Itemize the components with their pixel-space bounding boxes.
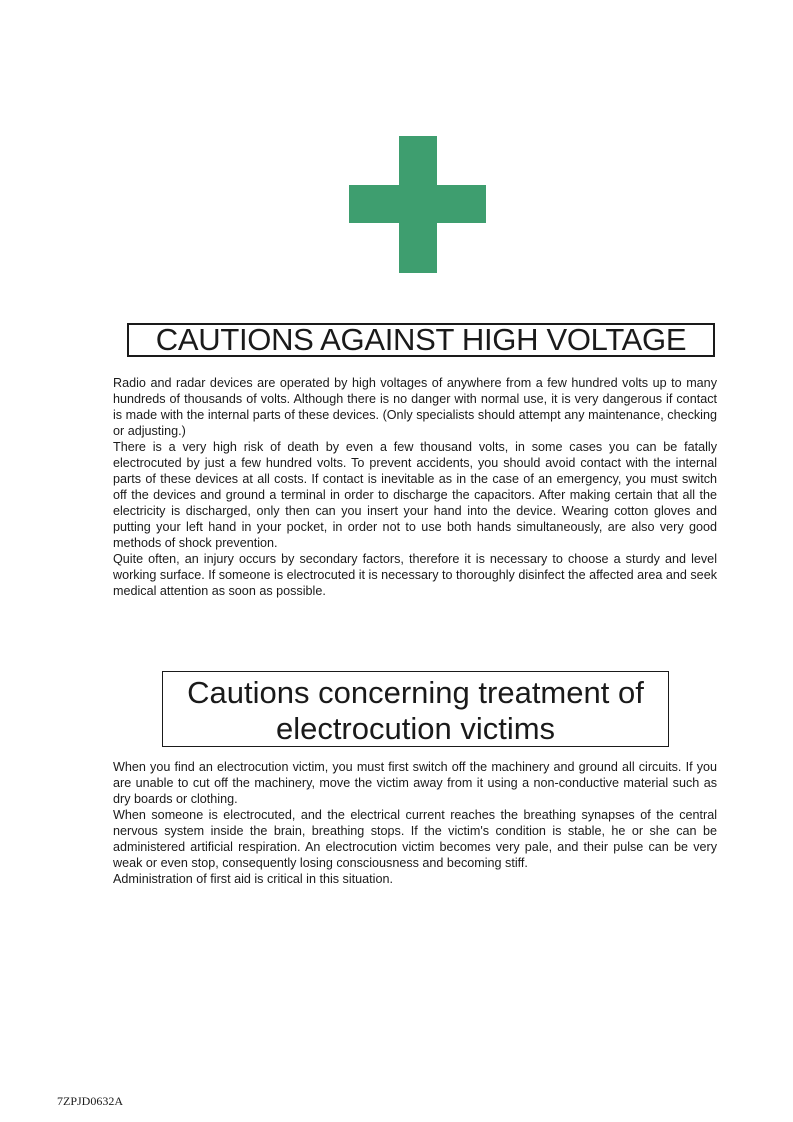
electrocution-paragraph-3: Administration of first aid is critical in this situation.: [113, 872, 393, 886]
document-code: 7ZPJD0632A: [57, 1094, 124, 1108]
electrocution-paragraph-1: When you find an electrocution victim, you must first switch off the machinery and ground all circuits. If you are unable to cut off the machinery, move the victim away from it using a non-conductive material such as dry boards or clothing.: [113, 760, 717, 806]
high-voltage-title: CAUTIONS AGAINST HIGH VOLTAGE: [155, 322, 687, 357]
high-voltage-title-box: [127, 323, 715, 357]
green-cross-icon: [349, 136, 486, 273]
electrocution-paragraph-2: When someone is electrocuted, and the electrical current reaches the breathing synapses of the central nervous system inside the brain, breathing stops. If the victim's condition is stable, he or she can be administered artificial respiration. An electrocution victim becomes very pale, and their pulse can be very weak or even stop, consequently losing consciousness and becoming stiff.: [113, 808, 717, 870]
electrocution-body: [113, 759, 717, 887]
electrocution-title-box: [162, 671, 669, 747]
electrocution-title-line-1: Cautions concerning treatment of: [187, 675, 644, 710]
high-voltage-paragraph-2: There is a very high risk of death by even a few thousand volts, in some cases you can be fatally electrocuted by just a few hundred volts. To prevent accidents, you should avoid contact with the internal parts of these devices at all costs. If contact is inevitable as in the case of an emergency, you must switch off the devices and ground a terminal in order to discharge the capacitors. After making certain that all the electricity is discharged, only then can you insert your hand into the device. Wearing cotton gloves and putting your left hand in your pocket, in order not to use both hands simultaneously, are also very good methods of shock prevention.: [113, 440, 717, 550]
high-voltage-body: [113, 375, 717, 599]
cross-horizontal-bar: [349, 185, 486, 223]
electrocution-title-line-2: electrocution victims: [275, 711, 556, 746]
high-voltage-paragraph-1: Radio and radar devices are operated by high voltages of anywhere from a few hundred volts up to many hundreds of thousands of volts. Although there is no danger with normal use, it is very dangerous if contact is made with the internal parts of these devices. (Only specialists should attempt any maintenance, checking or adjusting.): [113, 376, 717, 438]
high-voltage-paragraph-3: Quite often, an injury occurs by secondary factors, therefore it is necessary to choose a sturdy and level working surface. If someone is electrocuted it is necessary to thoroughly disinfect the affected area and seek medical attention as soon as possible.: [113, 552, 717, 598]
